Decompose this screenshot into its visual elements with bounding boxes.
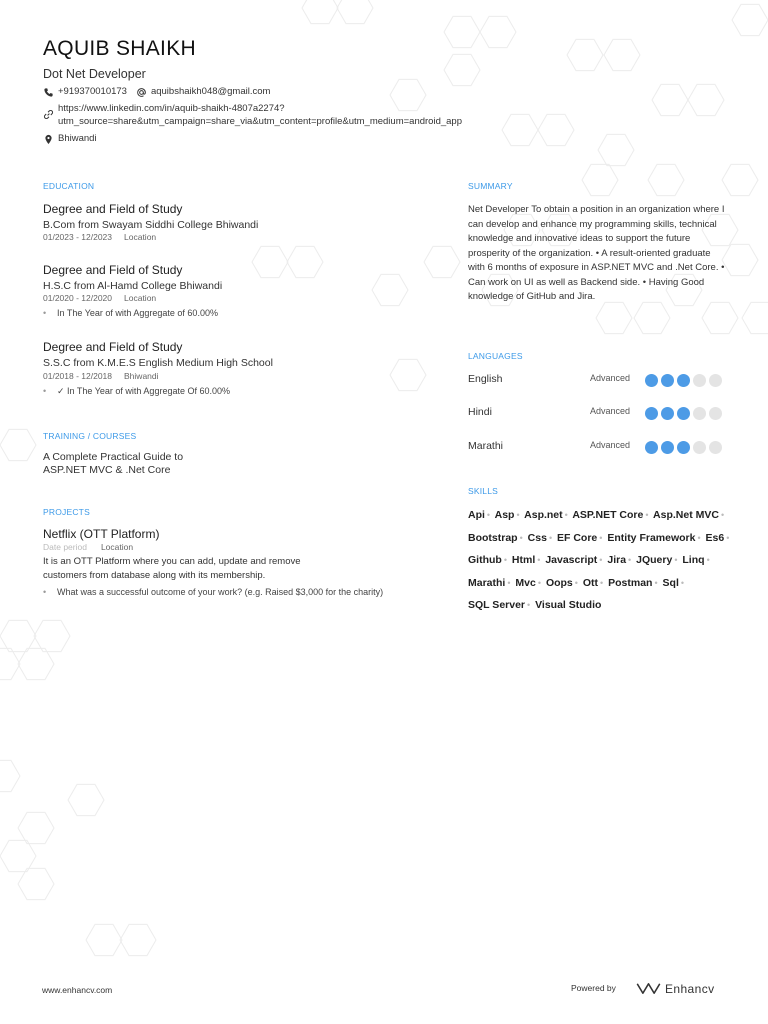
enhancv-logo-icon <box>635 981 662 996</box>
education-degree-3: Degree and Field of Study <box>43 340 183 354</box>
project-description <box>43 555 343 582</box>
enhancv-brand-text: Enhancv <box>665 981 715 996</box>
skill-item: Javascript <box>545 554 598 566</box>
skills-list <box>468 504 733 617</box>
training-line-2: ASP.NET MVC & .Net Core <box>43 463 171 476</box>
project-bullet-text: What was a successful outcome of your work? (e.g. Raised $3,000 for the charity) <box>57 587 384 597</box>
candidate-role: Dot Net Developer <box>43 67 146 81</box>
rating-dot <box>661 407 674 420</box>
rating-dot <box>677 374 690 387</box>
at-icon <box>136 87 147 98</box>
skill-separator: • <box>720 510 725 520</box>
skill-item: Oops <box>545 576 573 589</box>
skill-item: Api <box>468 509 485 521</box>
skill-item: Asp.net <box>524 509 563 521</box>
skill-separator: • <box>726 532 730 543</box>
skill-separator: • <box>507 577 511 588</box>
footer-website[interactable]: www.enhancv.com <box>42 985 113 995</box>
skill-separator: • <box>599 555 603 565</box>
contact-row <box>43 86 270 98</box>
linkedin-line-2: utm_source=share&utm_campaign=share_via&utm_content=profile&utm_medium=android_app <box>58 115 462 127</box>
rating-dot <box>677 407 690 420</box>
education-location-3: Bhiwandi <box>124 371 159 381</box>
training-course <box>43 451 183 476</box>
project-date: Date period <box>43 542 87 552</box>
language-level: Advanced <box>590 440 631 450</box>
skill-separator: • <box>645 510 649 520</box>
linkedin-line-1: https://www.linkedin.com/in/aquib-shaikh-4807a2274? <box>58 103 285 114</box>
project-title: Netflix (OTT Platform) <box>43 527 160 541</box>
skill-separator: • <box>599 532 603 543</box>
skill-item: Postman <box>608 576 653 589</box>
language-item <box>468 440 728 456</box>
phone-text[interactable]: +919370010173 <box>58 86 127 97</box>
skill-separator: • <box>527 600 531 610</box>
training-heading: TRAINING / COURSES <box>43 431 137 441</box>
education-bullet-2-text: In The Year of with Aggregate of 60.00% <box>57 308 218 318</box>
skill-separator: • <box>503 555 507 565</box>
skill-separator: • <box>548 532 553 543</box>
education-location-2: Location <box>124 293 157 303</box>
rating-dot <box>661 441 674 454</box>
skill-item: Entity Framework <box>607 531 696 544</box>
project-meta <box>43 542 133 552</box>
language-item <box>468 406 728 422</box>
education-dates-2: 01/2020 - 12/2020 <box>43 293 113 303</box>
skill-separator: • <box>600 577 604 588</box>
education-dates-1: 01/2023 - 12/2023 <box>43 232 113 242</box>
language-rating <box>645 441 725 454</box>
education-meta-1 <box>43 232 156 242</box>
language-name: Marathi <box>468 440 504 452</box>
language-rating <box>645 407 725 420</box>
skill-item: Marathi <box>468 576 506 589</box>
language-name: Hindi <box>468 406 492 418</box>
skill-separator: • <box>706 555 710 565</box>
skill-item: Asp <box>494 509 515 521</box>
education-bullet-3-text: ✓ In The Year of with Aggregate Of 60.00% <box>57 386 230 396</box>
skill-separator: • <box>654 577 658 588</box>
skill-separator: • <box>628 555 632 565</box>
projects-heading: PROJECTS <box>43 507 90 517</box>
skill-item: Html <box>511 554 536 566</box>
training-line-1: A Complete Practical Guide to <box>43 451 184 463</box>
rating-dot <box>661 374 674 387</box>
education-bullet-3: • ✓ In The Year of with Aggregate Of 60.00% <box>43 386 230 396</box>
skill-separator: • <box>680 577 685 588</box>
language-rating <box>645 374 725 387</box>
skills-heading: SKILLS <box>468 486 499 496</box>
skill-item: Jira <box>607 554 627 566</box>
education-bullet-2: • In The Year of with Aggregate of 60.00% <box>43 308 218 318</box>
skill-item: SQL Server <box>468 599 526 611</box>
education-school-1: B.Com from Swayam Siddhi College Bhiwandi <box>43 219 259 231</box>
skill-item: JQuery <box>636 554 673 566</box>
project-desc-line-1: It is an OTT Platform where you can add, update and remove <box>43 556 301 567</box>
email-text[interactable]: aquibshaikh048@gmail.com <box>150 86 271 97</box>
skill-item: Es6 <box>705 531 725 544</box>
education-dates-3: 01/2018 - 12/2018 <box>43 371 113 381</box>
location-pin-icon <box>43 134 54 145</box>
candidate-name: AQUIB SHAIKH <box>43 37 196 60</box>
rating-dot <box>645 374 658 387</box>
skill-separator: • <box>537 555 541 565</box>
enhancv-logo[interactable] <box>635 981 715 996</box>
skill-item: Asp.Net MVC <box>653 509 719 521</box>
rating-dot <box>709 441 722 454</box>
skill-item: EF Core <box>557 531 598 544</box>
summary-text: Net Developer To obtain a position in an organization where I can develop and enhance my programming skills, technical knowledge and innovative ideas to support the future prosperity of the organization. • A result-oriented graduate with 6 months of exposure in ASP.NET MVC and .Net Core. • Can work on UI as well as Backend side. • Having Good knowledge of GitHub and Jira. <box>468 204 725 302</box>
rating-dot <box>677 441 690 454</box>
rating-dot <box>693 374 706 387</box>
contact-row-link <box>43 103 462 128</box>
skill-item: Linq <box>682 554 705 566</box>
skill-item: Visual Studio <box>535 599 602 611</box>
skill-item: Ott <box>582 576 599 589</box>
skill-item: Mvc <box>515 576 536 589</box>
contact-row-location <box>43 133 97 145</box>
skill-separator: • <box>674 555 678 565</box>
language-item <box>468 373 728 389</box>
education-school-2: H.S.C from Al-Hamd College Bhiwandi <box>43 280 223 292</box>
rating-dot <box>693 441 706 454</box>
languages-heading: LANGUAGES <box>468 351 523 361</box>
skill-separator: • <box>537 577 542 588</box>
rating-dot <box>645 407 658 420</box>
education-degree-1: Degree and Field of Study <box>43 202 183 216</box>
skill-separator: • <box>516 510 520 520</box>
education-meta-3 <box>43 371 159 381</box>
skill-item: ASP.NET Core <box>572 509 644 521</box>
project-bullet: • What was a successful outcome of your work? (e.g. Raised $3,000 for the charity) <box>43 587 384 597</box>
skill-separator: • <box>697 532 701 543</box>
language-name: English <box>468 373 503 385</box>
rating-dot <box>693 407 706 420</box>
rating-dot <box>709 407 722 420</box>
education-heading: EDUCATION <box>43 181 95 191</box>
skill-separator: • <box>564 510 568 520</box>
link-icon <box>43 109 54 120</box>
summary-heading: SUMMARY <box>468 181 513 191</box>
linkedin-link[interactable] <box>58 103 462 128</box>
project-location: Location <box>100 542 134 552</box>
project-desc-line-2: customers from database along with its membership. <box>43 569 266 581</box>
skill-item: Github <box>468 554 502 566</box>
education-location-1: Location <box>124 232 157 242</box>
rating-dot <box>709 374 722 387</box>
skill-separator: • <box>574 577 578 588</box>
phone-icon <box>43 87 54 98</box>
skill-item: Css <box>527 531 547 544</box>
skill-item: Sql <box>662 576 679 589</box>
skill-separator: • <box>486 510 491 520</box>
skill-separator: • <box>519 532 523 543</box>
rating-dot <box>645 441 658 454</box>
skill-item: Bootstrap <box>468 531 518 544</box>
language-level: Advanced <box>590 406 631 416</box>
education-meta-2 <box>43 293 156 303</box>
education-degree-2: Degree and Field of Study <box>43 263 183 277</box>
footer-powered-by: Powered by <box>571 983 616 993</box>
location-text: Bhiwandi <box>58 133 97 144</box>
education-school-3: S.S.C from K.M.E.S English Medium High School <box>43 357 273 369</box>
language-level: Advanced <box>590 373 631 383</box>
